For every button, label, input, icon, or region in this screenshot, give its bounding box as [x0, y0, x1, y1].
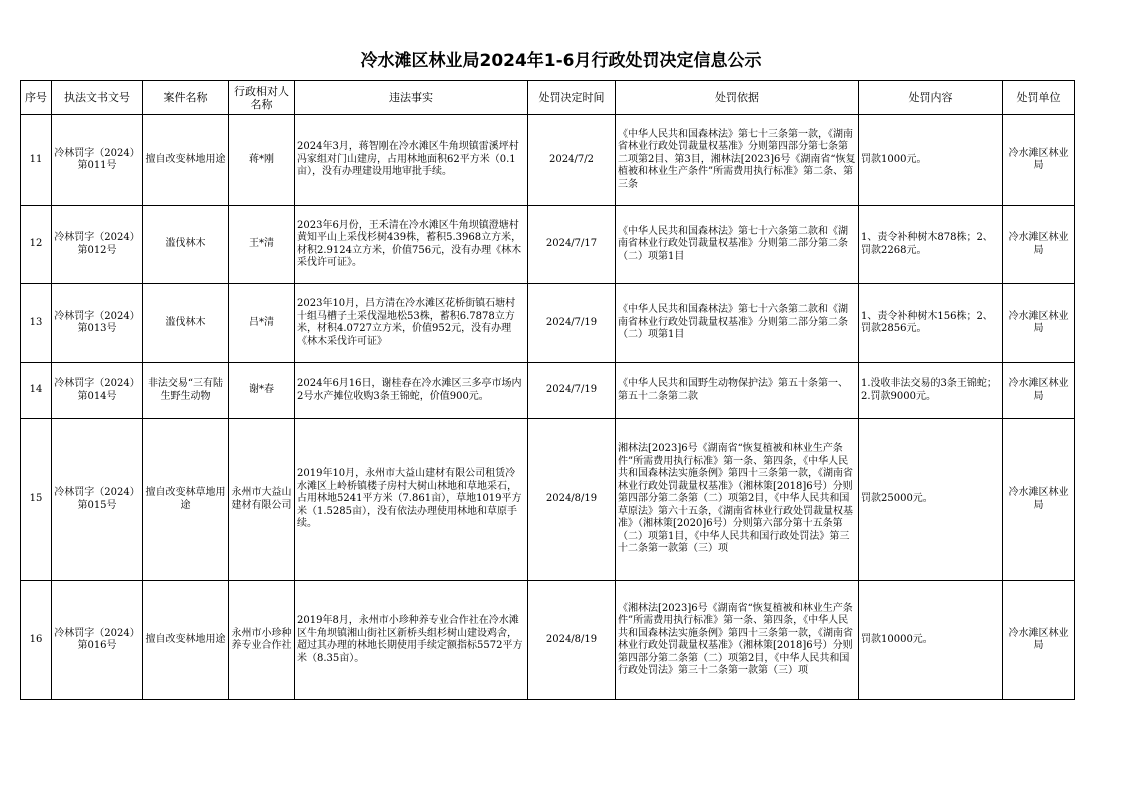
row-penalty: 罚款25000元。 — [859, 419, 1003, 581]
table-row — [21, 206, 1075, 284]
row-doc: 冷林罚字（2024）第014号 — [52, 363, 143, 419]
row-doc: 冷林罚字（2024）第015号 — [52, 419, 143, 581]
header-cell-facts: 违法事实 — [295, 81, 528, 115]
row-facts: 2023年10月，吕方清在冷水滩区花桥街镇石塘村十组马槽子土采伐湿地松53株，蓄积6.7878立方米，材积4.0727立方米，价值952元，没有办理《林木采伐许可证》 — [295, 284, 528, 363]
row-penalty: 罚款10000元。 — [859, 581, 1003, 700]
row-date: 2024/8/19 — [528, 581, 616, 700]
header-cell-doc: 执法文书文号 — [52, 81, 143, 115]
header-row — [21, 81, 1075, 115]
row-date: 2024/7/2 — [528, 115, 616, 206]
table-row — [21, 363, 1075, 419]
row-no: 15 — [21, 419, 52, 581]
document-title: 冷水滩区林业局2024年1-6月行政处罚决定信息公示 — [360, 51, 762, 71]
row-date: 2024/7/17 — [528, 206, 616, 284]
row-basis: 《中华人民共和国森林法》第七十六条第二款和《湖南省林业行政处罚裁量权基准》分则第二部分第二条（二）项第1目 — [616, 206, 859, 284]
row-unit: 冷水滩区林业局 — [1003, 581, 1075, 700]
row-party: 王*清 — [229, 206, 295, 284]
header-cell-unit: 处罚单位 — [1003, 81, 1075, 115]
row-penalty: 1、责令补种树木156株；2、罚款2856元。 — [859, 284, 1003, 363]
row-date: 2024/7/19 — [528, 284, 616, 363]
header-cell-date: 处罚决定时间 — [528, 81, 616, 115]
row-unit: 冷水滩区林业局 — [1003, 419, 1075, 581]
row-party: 吕*清 — [229, 284, 295, 363]
row-party: 谢*春 — [229, 363, 295, 419]
row-no: 14 — [21, 363, 52, 419]
table-row — [21, 284, 1075, 363]
header-cell-case: 案件名称 — [143, 81, 229, 115]
row-party: 蒋*刚 — [229, 115, 295, 206]
row-facts: 2024年3月，蒋智刚在冷水滩区牛角坝镇雷溪坪村冯家组对门山建房，占用林地面积62平方米（0.1亩），没有办理建设用地审批手续。 — [295, 115, 528, 206]
row-party: 永州市大益山建材有限公司 — [229, 419, 295, 581]
row-basis: 《中华人民共和国森林法》第七十六条第二款和《湖南省林业行政处罚裁量权基准》分则第二部分第二条（二）项第1目 — [616, 284, 859, 363]
penalty-table — [20, 80, 1075, 700]
row-doc: 冷林罚字（2024）第016号 — [52, 581, 143, 700]
row-unit: 冷水滩区林业局 — [1003, 363, 1075, 419]
row-penalty: 1、责令补种树木878株；2、罚款2268元。 — [859, 206, 1003, 284]
row-penalty: 罚款1000元。 — [859, 115, 1003, 206]
row-no: 12 — [21, 206, 52, 284]
row-doc: 冷林罚字（2024）第012号 — [52, 206, 143, 284]
row-basis: 《中华人民共和国森林法》第七十三条第一款，《湖南省林业行政处罚裁量权基准》分则第四部分第七条第二项第2目、第3目，湘林法[2023]6号《湖南省“恢复植被和林业生产条件”所需费用执行标准》第二条、第三条 — [616, 115, 859, 206]
row-facts: 2019年8月，永州市小珍种养专业合作社在冷水滩区牛角坝镇湘山街社区新桥头组杉树山建设鸡舍，超过其办理的林地长期使用手续定额指标5572平方米（8.35亩）。 — [295, 581, 528, 700]
row-no: 11 — [21, 115, 52, 206]
row-facts: 2019年10月，永州市大益山建材有限公司租赁冷水滩区上岭桥镇楼子房村大树山林地和草地采石，占用林地5241平方米（7.861亩），草地1019平方米（1.5285亩），没有依法办理使用林地和草原手续。 — [295, 419, 528, 581]
header-cell-penalty: 处罚内容 — [859, 81, 1003, 115]
row-case: 滥伐林木 — [143, 206, 229, 284]
row-unit: 冷水滩区林业局 — [1003, 206, 1075, 284]
row-basis: 《湘林法[2023]6号《湖南省“恢复植被和林业生产条件”所需费用执行标准》第一条、第四条，《中华人民共和国森林法实施条例》第四十三条第一款，《湖南省林业行政处罚裁量权基准》（湘林策[2018]6号）分则第四部分第二条第（二）项第2目，《中华人民共和国行政处罚法》第三十二条第一款第（三）项 — [616, 581, 859, 700]
row-case: 非法交易“三有陆生野生动物 — [143, 363, 229, 419]
row-unit: 冷水滩区林业局 — [1003, 284, 1075, 363]
row-case: 擅自改变林地用途 — [143, 581, 229, 700]
table-row — [21, 581, 1075, 700]
header-cell-basis: 处罚依据 — [616, 81, 859, 115]
row-doc: 冷林罚字（2024）第011号 — [52, 115, 143, 206]
row-no: 13 — [21, 284, 52, 363]
row-facts: 2023年6月份，王禾清在冷水滩区牛角坝镇澄塘村黄知平山上采伐杉树439株，蓄积5.3968立方米，材积2.9124立方米，价值756元，没有办理《林木采伐许可证》。 — [295, 206, 528, 284]
row-basis: 湘林法[2023]6号《湖南省“恢复植被和林业生产条件”所需费用执行标准》第一条、第四条，《中华人民共和国森林法实施条例》第四十三条第一款，《湖南省林业行政处罚裁量权基准》（湘林策[2018]6号）分则第四部分第二条第（二）项第2目，《中华人民共和国草原法》第六十五条，《湖南省林业行政处罚裁量权基准》（湘林策[2020]6号）分则第六部分第十五条第（二）项第1目，《中华人民共和国行政处罚法》第三十二条第一款第（三）项 — [616, 419, 859, 581]
row-facts: 2024年6月16日，谢桂春在冷水滩区三多亭市场内2号水产摊位收购3条王锦蛇，价值900元。 — [295, 363, 528, 419]
row-unit: 冷水滩区林业局 — [1003, 115, 1075, 206]
row-date: 2024/7/19 — [528, 363, 616, 419]
table-row — [21, 419, 1075, 581]
table-row — [21, 115, 1075, 206]
row-basis: 《中华人民共和国野生动物保护法》第五十条第一、第五十二条第二款 — [616, 363, 859, 419]
row-penalty: 1.没收非法交易的3条王锦蛇；2.罚款9000元。 — [859, 363, 1003, 419]
row-doc: 冷林罚字（2024）第013号 — [52, 284, 143, 363]
header-cell-party: 行政相对人名称 — [229, 81, 295, 115]
row-party: 永州市小珍种养专业合作社 — [229, 581, 295, 700]
row-case: 擅自改变林草地用途 — [143, 419, 229, 581]
row-no: 16 — [21, 581, 52, 700]
row-case: 擅自改变林地用途 — [143, 115, 229, 206]
row-case: 滥伐林木 — [143, 284, 229, 363]
header-cell-no: 序号 — [21, 81, 52, 115]
row-date: 2024/8/19 — [528, 419, 616, 581]
